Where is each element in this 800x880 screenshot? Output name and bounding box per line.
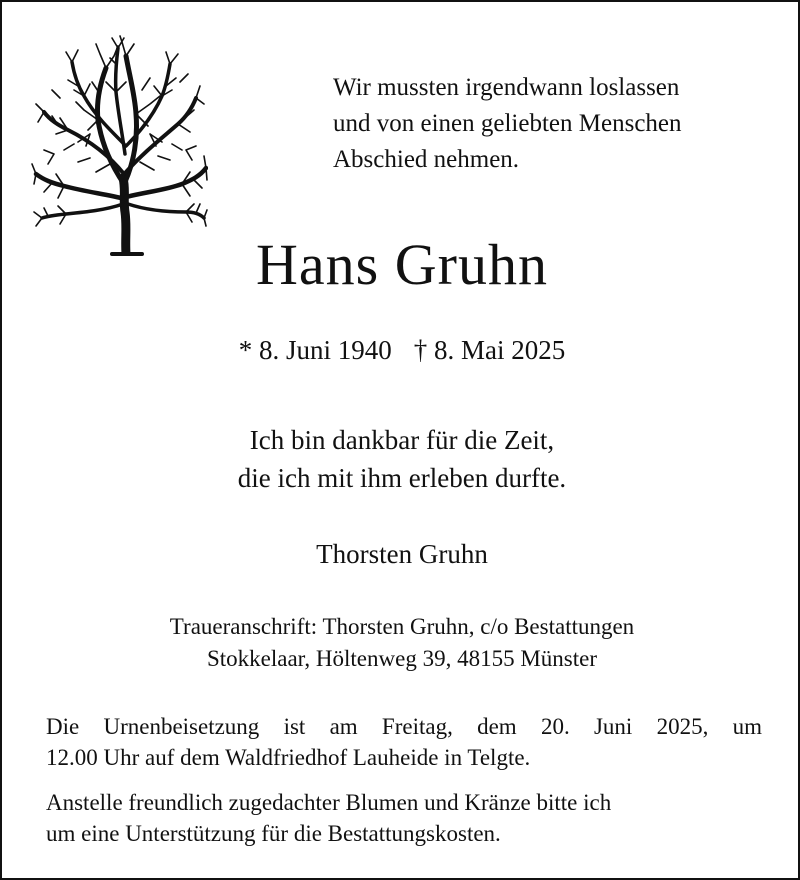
mourning-address: [2, 611, 800, 675]
gratitude-line: die ich mit ihm erleben durfte.: [237, 463, 567, 493]
address-line: Traueranschrift: Thorsten Gruhn, c/o Bestattungen: [169, 614, 635, 639]
death-date: † 8. Mai 2025: [413, 335, 566, 365]
funeral-info: [46, 711, 762, 773]
donation-note-line: um eine Unterstützung für die Bestattungskosten.: [46, 821, 501, 846]
birth-date: * 8. Juni 1940: [238, 335, 392, 365]
gratitude-line: Ich bin dankbar für die Zeit,: [249, 425, 555, 455]
quote-line: und von einen geliebten Menschen: [333, 110, 682, 137]
life-dates: [2, 332, 800, 368]
gratitude-text: [2, 421, 800, 497]
deceased-name: Hans Gruhn: [256, 232, 548, 297]
funeral-info-line: 12.00 Uhr auf dem Waldfriedhof Lauheide in Telgte.: [46, 745, 531, 770]
quote-line: Abschied nehmen.: [333, 146, 520, 173]
funeral-info-line: Die Urnenbeisetzung ist am Freitag, dem 20. Juni 2025, um: [46, 714, 762, 739]
signer-name: Thorsten Gruhn: [316, 539, 488, 569]
opening-quote: [333, 70, 773, 178]
quote-line: Wir mussten irgendwann loslassen: [333, 74, 680, 101]
donation-note: [46, 787, 762, 849]
donation-note-line: Anstelle freundlich zugedachter Blumen und Kränze bitte ich: [46, 790, 612, 815]
bare-tree-icon: [30, 34, 208, 256]
address-line: Stokkelaar, Höltenweg 39, 48155 Münster: [206, 646, 597, 671]
